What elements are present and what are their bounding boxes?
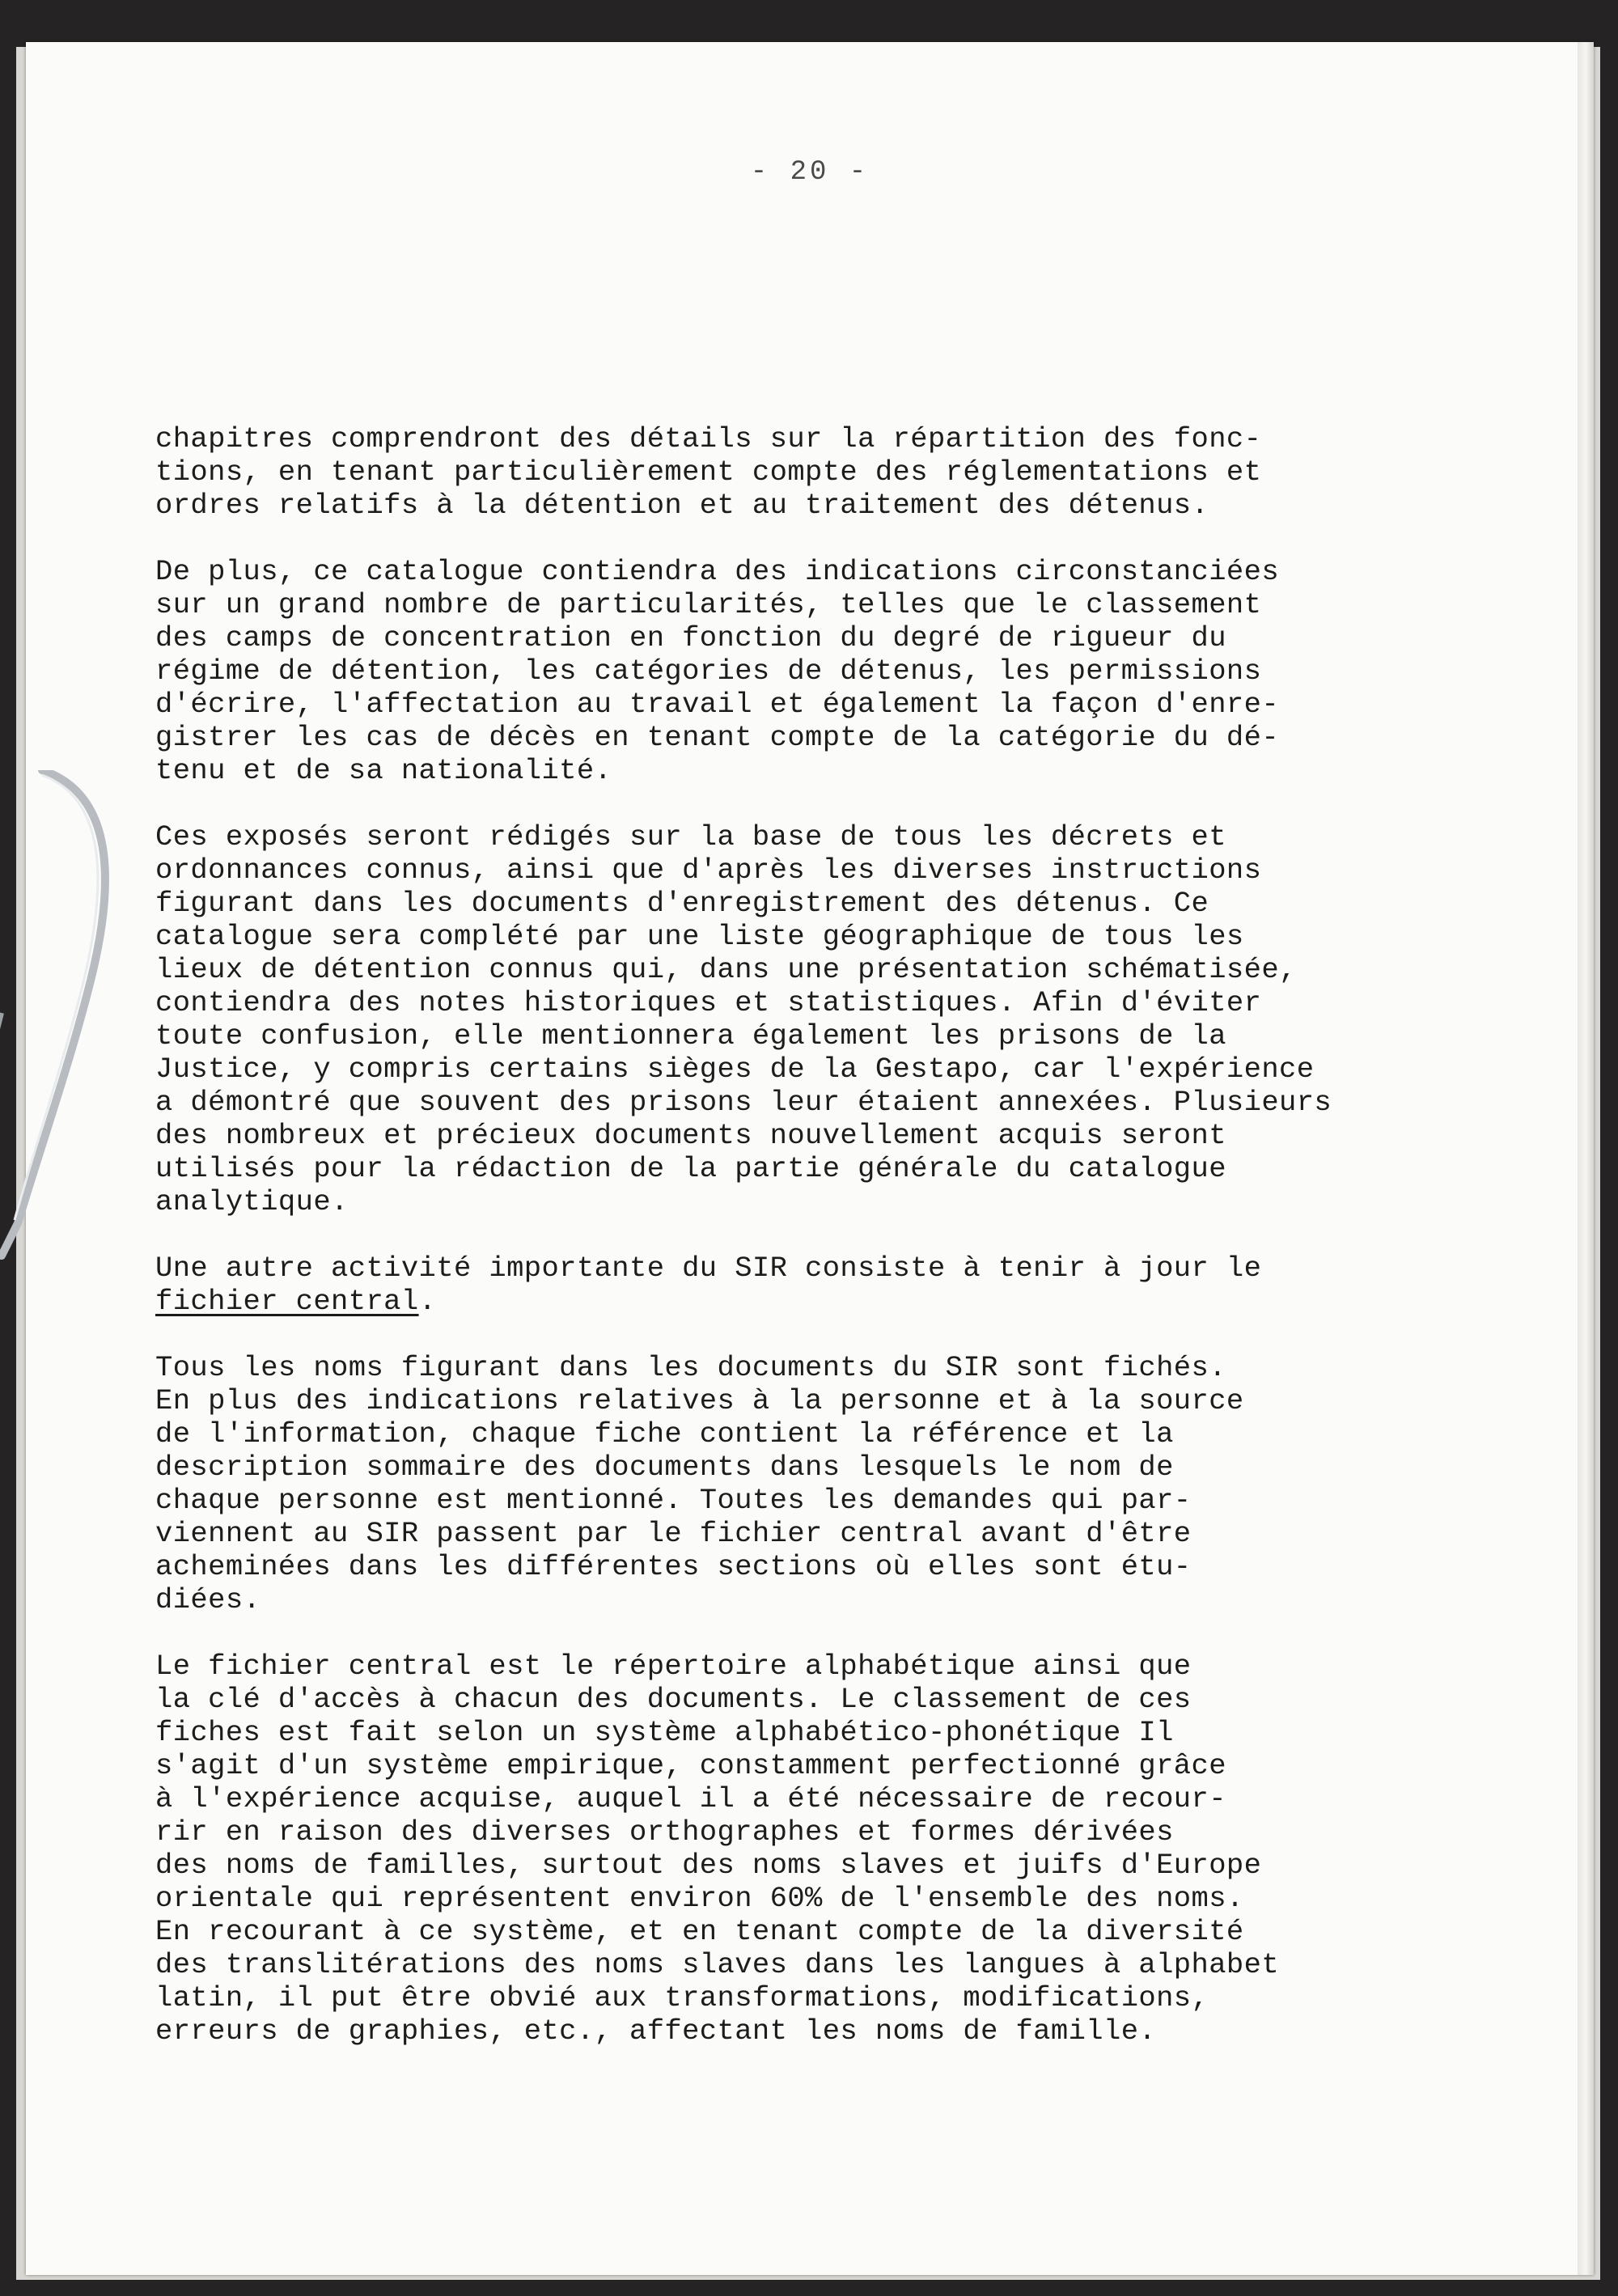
paragraph-central-file-intro (155, 1252, 1434, 1318)
paragraph-names-filed: Tous les noms figurant dans les documents du SIR sont fichés. En plus des indications relatives à la personne et à la source de l'information, chaque fiche contient la référence et la description sommaire des documents dans lesquels le nom de chaque personne est mentionné. Toutes les demandes qui par- viennent au SIR passent par le fichier central avant d'être acheminées dans les différentes sections où elles sont étu- diées. (155, 1351, 1244, 1616)
central-file-underlined: fichier central (155, 1285, 419, 1318)
paragraph-functions: chapitres comprendront des détails sur la répartition des fonc- tions, en tenant particulièrement compte des réglementations et ordres relatifs à la détention et au traitement des détenus. (155, 422, 1262, 522)
paragraph-catalogue-details: De plus, ce catalogue contiendra des indications circonstanciées sur un grand nombre de particularités, telles que le classement des camps de concentration en fonction du degré de rigueur du régime de détention, les catégories de détenus, les permissions d'écrire, l'affectation au travail et également la façon d'enre- gistrer les cas de décès en tenant compte de la catégorie du dé- tenu et de sa nationalité. (155, 555, 1280, 787)
paragraph-central-file-system: Le fichier central est le répertoire alphabétique ainsi que la clé d'accès à chacun des documents. Le classement de ces fiches est fait selon un système alphabético-phonétique Il s'agit d'un système empirique, constamment perfectionné grâce à l'expérience acquise, auquel il a été nécessaire de recour- rir en raison des diverses orthographes et formes dérivées des noms de familles, surtout des noms slaves et juifs d'Europe orientale qui représentent environ 60% de l'ensemble des noms. En recourant à ce système, et en tenant compte de la diversité des translitérations des noms slaves dans les langues à alphabet latin, il put être obvié aux transformations, modifications, erreurs de graphies, etc., affectant les noms de famille. (155, 1650, 1280, 2048)
page-number: - 20 - (750, 157, 870, 188)
document-page (26, 42, 1594, 2275)
document-body (155, 422, 1434, 2081)
page-edge (1578, 42, 1594, 2275)
central-file-intro-end: . (418, 1285, 437, 1318)
paragraph-reports: Ces exposés seront rédigés sur la base de tous les décrets et ordonnances connus, ainsi que d'après les diverses instructions figurant dans les documents d'enregistrement des détenus. Ce catalogue sera complété par une liste géographique de tous les lieux de détention connus qui, dans une présentation schématisée, contiendra des notes historiques et statistiques. Afin d'éviter toute confusion, elle mentionnera également les prisons de la Justice, y compris certains sièges de la Gestapo, car l'expérience a démontré que souvent des prisons leur étaient annexées. Plusieurs des nombreux et précieux documents nouvellement acquis seront utilisés pour la rédaction de la partie générale du catalogue analytique. (155, 820, 1332, 1218)
central-file-intro-text: Une autre activité importante du SIR consiste à tenir à jour le (155, 1252, 1262, 1285)
